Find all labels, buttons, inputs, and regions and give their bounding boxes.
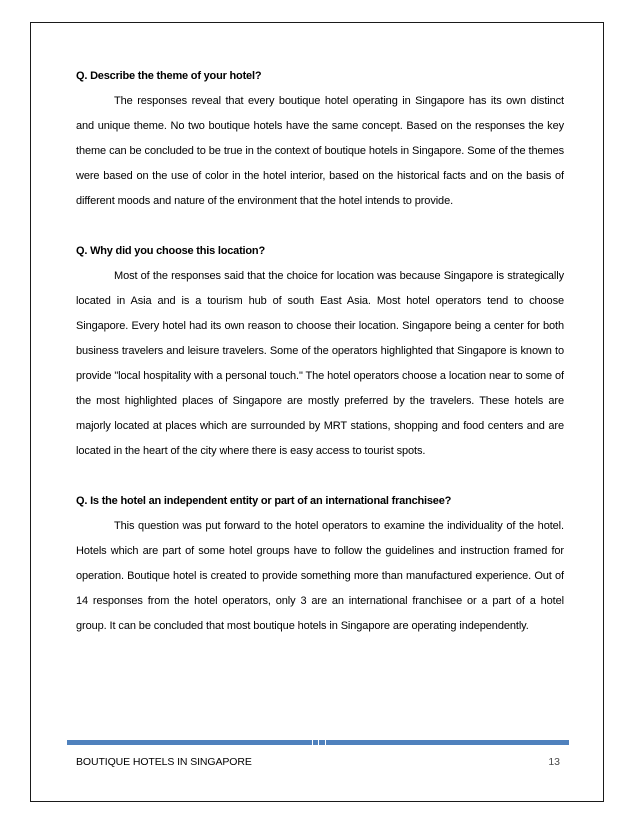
page-number: 13 xyxy=(548,756,560,768)
section-spacer xyxy=(76,464,564,489)
document-body xyxy=(76,64,564,639)
question-heading-franchise: Q. Is the hotel an independent entity or part of an international franchisee? xyxy=(76,495,452,507)
footer-rule-marker xyxy=(312,740,326,745)
question-heading-location: Q. Why did you choose this location? xyxy=(76,245,265,257)
question-heading-theme: Q. Describe the theme of your hotel? xyxy=(76,70,262,82)
answer-paragraph-location: Most of the responses said that the choice for location was because Singapore is strategically located in Asia and is a tourism hub of south East Asia. Most hotel operators tend to choose Singapore. Every hotel had its own reason to choose their location. Singapore being a center for both business travelers and leisure travelers. Some of the operators highlighted that Singapore is known to provide "local hospitality with a personal touch." The hotel operators choose a location near to some of the most highlighted places of Singapore are mostly preferred by the travelers. These hotels are majorly located at places which are surrounded by MRT stations, shopping and food centers and are located in the heart of the city where there is easy access to tourist spots. xyxy=(76,270,564,457)
section-spacer xyxy=(76,214,564,239)
answer-paragraph-theme: The responses reveal that every boutique hotel operating in Singapore has its own distinct and unique theme. No two boutique hotels have the same concept. Based on the responses the key theme can be concluded to be true in the context of boutique hotels in Singapore. Some of the themes were based on the use of color in the hotel interior, based on the historical facts and on the basis of different moods and nature of the environment that the hotel intends to provide. xyxy=(76,95,564,207)
answer-paragraph-franchise: This question was put forward to the hotel operators to examine the individuality of the hotel. Hotels which are part of some hotel groups have to follow the guidelines and instruction framed for operation. Boutique hotel is created to provide something more than manufactured experience. Out of 14 responses from the hotel operators, only 3 are an international franchisee or a part of a hotel group. It can be concluded that most boutique hotels in Singapore are operating independently. xyxy=(76,520,564,632)
footer-title: BOUTIQUE HOTELS IN SINGAPORE xyxy=(76,756,252,768)
